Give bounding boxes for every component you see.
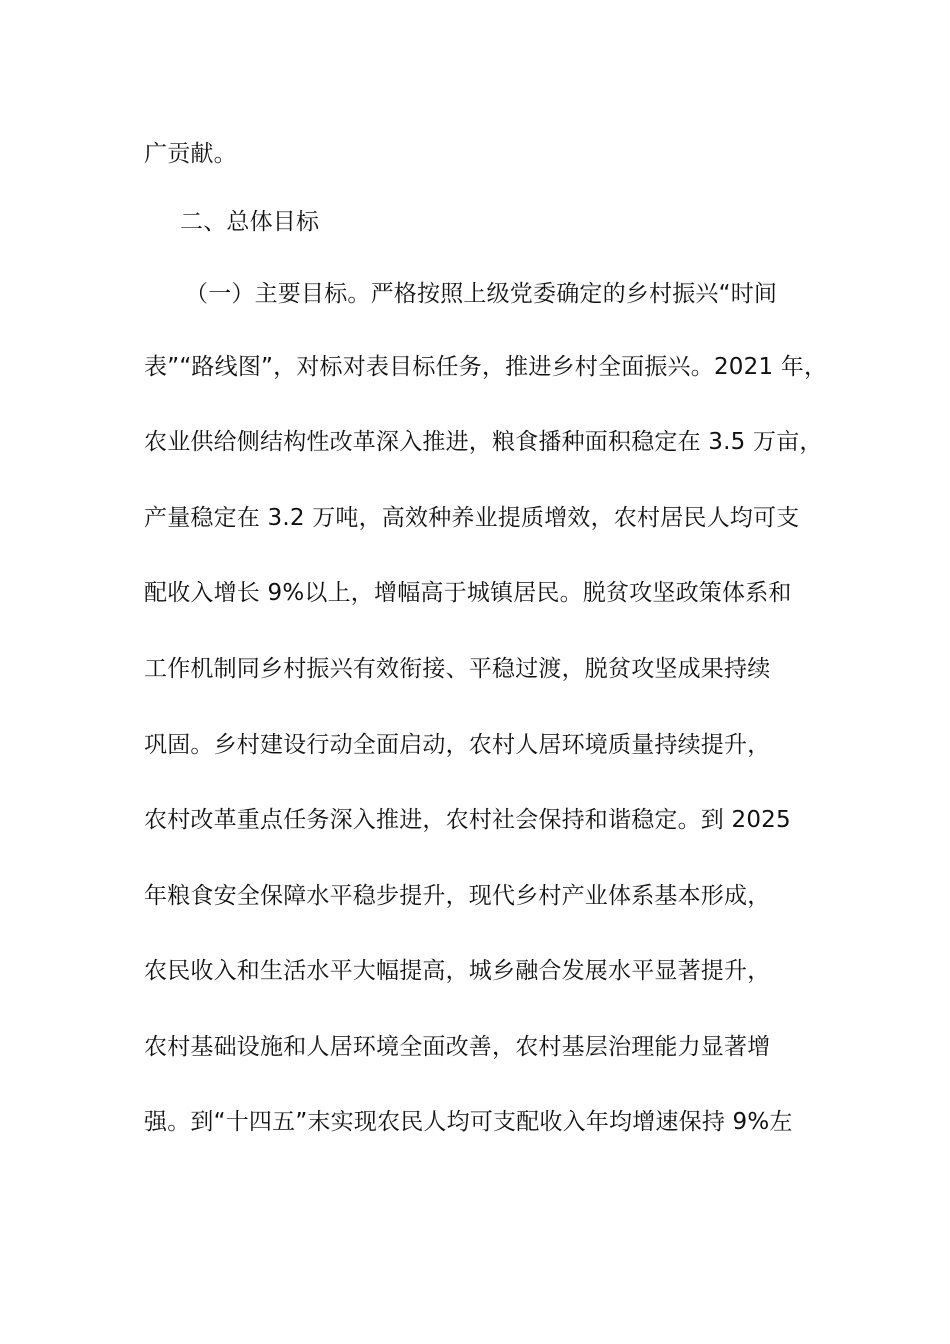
paragraph-line: 产量稳定在 3.2 万吨，高效种养业提质增效，农村居民人均可支 [144,505,800,531]
paragraph-line: 农村基础设施和人居环境全面改善，农村基层治理能力显著增 [144,1034,771,1060]
paragraph-line: 强。到“十四五”末实现农民人均可支配收入年均增速保持 9%左 [144,1109,793,1135]
paragraph-line: 工作机制同乡村振兴有效衔接、平稳过渡，脱贫攻坚成果持续 [144,656,771,682]
paragraph-line: 广贡献。 [144,141,237,167]
paragraph-line: 表”“路线图”，对标对表目标任务，推进乡村全面振兴。2021 年， [144,354,828,380]
paragraph-line: 农村改革重点任务深入推进，农村社会保持和谐稳定。到 2025 [144,807,791,833]
paragraph-line: 农业供给侧结构性改革深入推进，粮食播种面积稳定在 3.5 万亩， [144,429,823,455]
paragraph-line: （一）主要目标。严格按照上级党委确定的乡村振兴“时间 [185,281,778,307]
paragraph-line: 农民收入和生活水平大幅提高，城乡融合发展水平显著提升， [144,958,771,984]
paragraph-line: 配收入增长 9%以上，增幅高于城镇居民。脱贫攻坚政策体系和 [144,580,792,606]
section-heading: 二、总体目标 [180,209,320,235]
paragraph-line: 巩固。乡村建设行动全面启动，农村人居环境质量持续提升， [144,732,771,758]
paragraph-line: 年粮食安全保障水平稳步提升，现代乡村产业体系基本形成， [144,883,771,909]
